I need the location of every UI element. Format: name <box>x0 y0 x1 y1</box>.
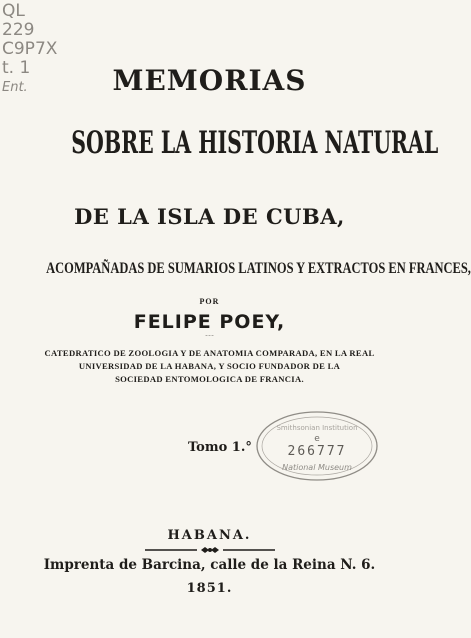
decorative-mark: ˘˘˘ <box>205 335 214 342</box>
author-credentials-line: UNIVERSIDAD DE LA HABANA, Y SOCIO FUNDADOR DE LA <box>78 361 341 371</box>
call-number-line: Ent. <box>2 80 28 95</box>
stamp-number: 266777 <box>287 444 347 459</box>
call-number-line: t. 1 <box>2 58 31 78</box>
imprint-place: HABANA. <box>167 528 252 543</box>
title-main: MEMORIAS <box>112 64 307 97</box>
author-credentials-line: SOCIEDAD ENTOMOLOGICA DE FRANCIA. <box>115 374 304 384</box>
title-subject: SOBRE LA HISTORIA NATURAL <box>71 125 439 161</box>
ornament-divider <box>145 545 275 555</box>
author-credentials-line: CATEDRATICO DE ZOOLOGIA Y DE ANATOMIA COMPARADA, EN LA REAL <box>44 348 375 358</box>
stamp-symbol: e <box>314 434 320 444</box>
stamp-bottom-text: National Museum <box>282 463 352 472</box>
imprint-printer: Imprenta de Barcina, calle de la Reina N. 6. <box>43 557 376 573</box>
call-number-line: QL <box>2 1 25 21</box>
byline-por: POR <box>199 297 220 306</box>
call-number-line: C9P7X <box>2 39 58 59</box>
title-subtitle: ACOMPAÑADAS DE SUMARIOS LATINOS Y EXTRACTOS EN FRANCES, <box>46 260 471 277</box>
volume-label: Tomo 1.° <box>188 440 252 455</box>
museum-stamp <box>255 410 380 482</box>
call-number-line: 229 <box>2 20 35 40</box>
author-name: FELIPE POEY, <box>133 311 286 333</box>
imprint-year: 1851. <box>186 581 233 596</box>
title-place: DE LA ISLA DE CUBA, <box>74 204 345 229</box>
stamp-top-text: Smithsonian Institution <box>276 424 358 432</box>
